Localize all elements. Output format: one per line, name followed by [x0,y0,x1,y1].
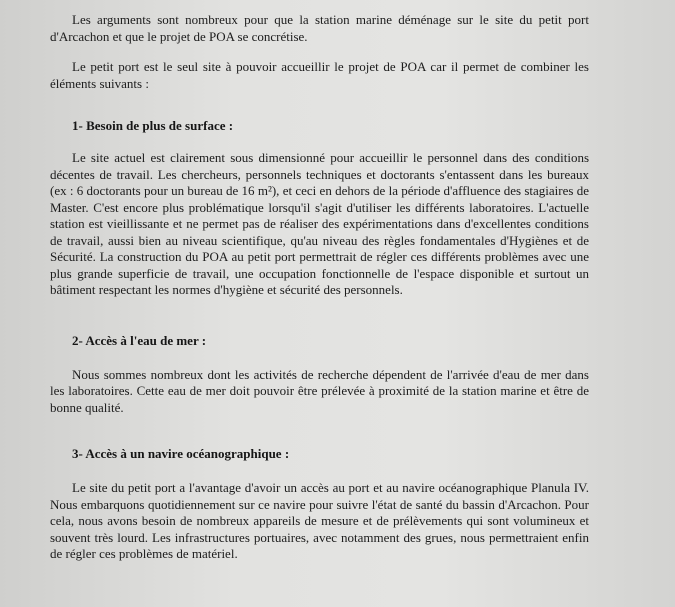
intro-paragraph-2: Le petit port est le seul site à pouvoir accueillir le projet de POA car il permet de combiner les éléments suivants : [50,59,589,91]
section-2-body: Nous sommes nombreux dont les activités de recherche dépendent de l'arrivée d'eau de mer dans les laboratoires. Cette eau de mer doit pouvoir être prélevée à proximité de la station marine et être de bonne qualité. [50,366,589,415]
section-1-heading: 1- Besoin de plus de surface : [72,118,234,133]
section-2-heading: 2- Accès à l'eau de mer : [72,332,207,348]
section-3-heading: 3- Accès à un navire océanographique : [72,446,290,461]
section-3-body: Le site du petit port a l'avantage d'avoir un accès au port et au navire océanographique Planula IV. Nous embarquons quotidiennement sur ce navire pour suivre l'état de santé du bassin d'Arcachon. Pour cela, nous avons besoin de nombreux appareils de mesure et de prélèvements qui sont volumineux et souvent très lourd. Les infrastructures portuaires, avec notamment des grues, nous permettraient enfin de régler ces problèmes de matériel. [50,480,589,561]
section-1-body: Le site actuel est clairement sous dimensionné pour accueillir le personnel dans des conditions décentes de travail. Les chercheurs, personnels techniques et doctorants s'entassent dans les bureaux (ex : 6 doctorants pour un bureau de 16 m²), et ceci en dehors de la période d'affluence des stagiaires de Master. C'est encore plus problématique lorsqu'il s'agit d'utiliser les différents laboratoires. L'actuelle station est vieillissante et ne permet pas de réaliser des expérimentations dans d'excellentes conditions de travail, aussi bien au niveau scientifique, qu'au niveau des règles fondamentales d'Hygiènes et de Sécurité. La construction du POA au petit port permettrait de régler ces différents problèmes avec une plus grande superficie de travail, une occupation fonctionnelle de l'espace disponible et surtout un bâtiment respectant les normes d'hygiène et sécurité des personnels. [50,150,589,297]
intro-paragraph-1: Les arguments sont nombreux pour que la station marine déménage sur le site du petit port d'Arcachon et que le projet de POA se concrétise. [50,12,589,44]
